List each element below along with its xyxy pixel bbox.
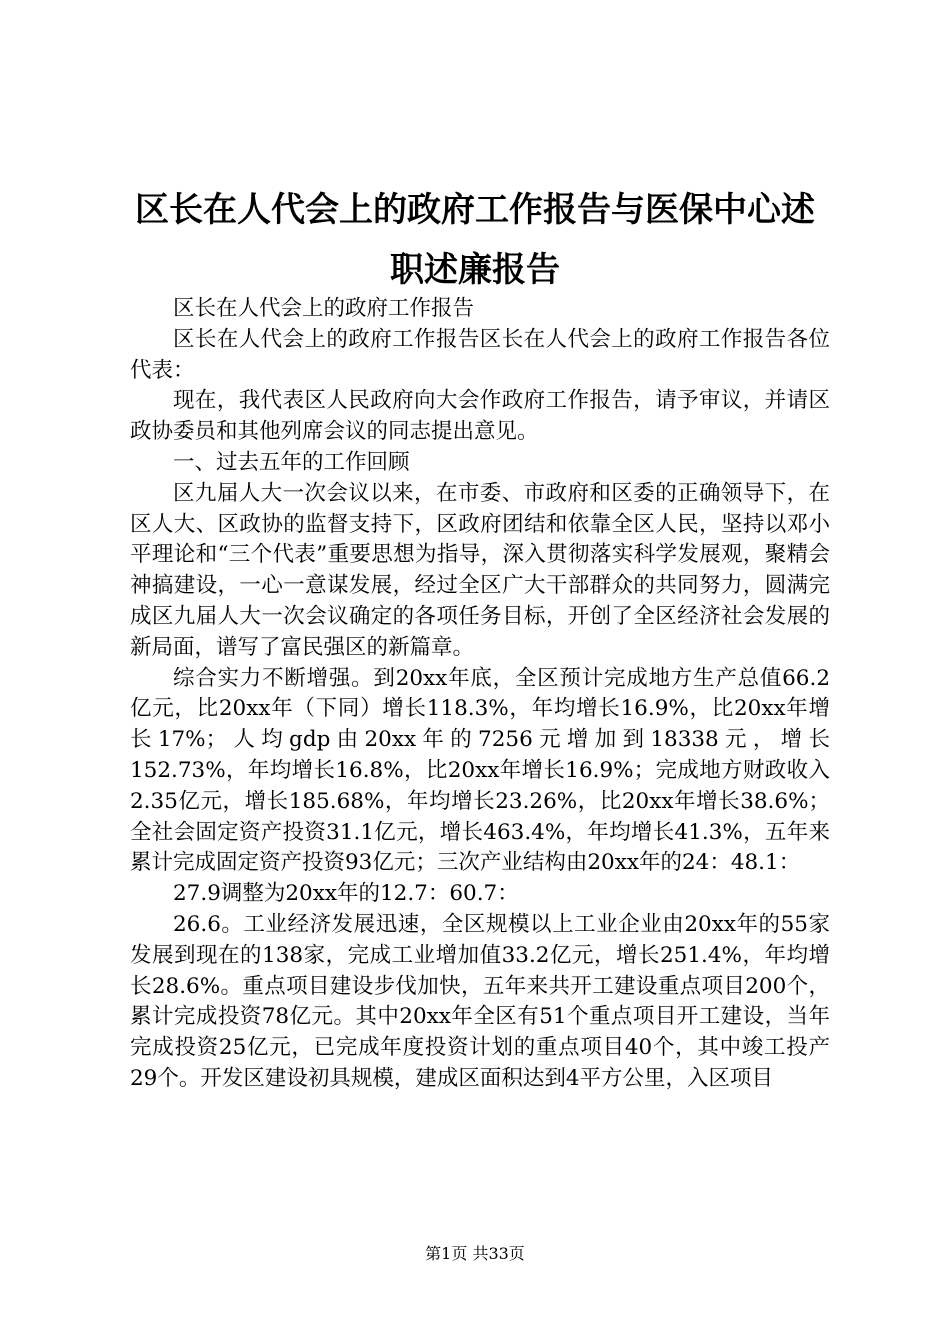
paragraph-structure: 27.9调整为20xx年的12.7：60.7： <box>173 881 519 907</box>
paragraph-review: 区九届人大一次会议以来，在市委、市政府和区委的正确领导下，在区人大、区政协的监督支持下，区政府团结和依靠全区人民，坚持以邓小平理论和“三个代表”重要思想为指导，深入贯彻落实科学发展观，聚精会神搞建设，一心一意谋发展，经过全区广大干部群众的共同努力，圆满完成区九届人大一次会议确定的各项任务目标，开创了全区经济社会发展的新局面，谱写了富民强区的新篇章。 <box>130 480 830 660</box>
paragraph-subtitle: 区长在人代会上的政府工作报告 <box>173 296 475 321</box>
page-number-footer: 第1页 共33页 <box>425 1244 525 1263</box>
paragraph-economy: 综合实力不断增强。到20xx年底，全区预计完成地方生产总值66.2亿元，比20xx年（下同）增长118.3%，年均增长16.9%，比20xx年增长17%；人均gdp由20xx年的7256元增加到18338元，增长152.73%，年均增长16.8%，比20xx年增长16.9%；完成地方财政收入2.35亿元，增长185.68%，年均增长23.26%，比20xx年增长38.6%；全社会固定资产投资31.1亿元，增长463.4%，年均增长41.3%，五年来累计完成固定资产投资93亿元；三次产业结构由20xx年的24：48.1： <box>130 665 830 876</box>
document-body <box>130 294 830 1095</box>
paragraph-opening: 区长在人代会上的政府工作报告区长在人代会上的政府工作报告各位代表： <box>130 326 830 383</box>
document-title-line-1: 区长在人代会上的政府工作报告与医保中心述 <box>135 190 815 230</box>
document-title-line-2: 职述廉报告 <box>390 250 560 290</box>
section-heading: 一、过去五年的工作回顾 <box>173 449 410 475</box>
paragraph-intro: 现在，我代表区人民政府向大会作政府工作报告，请予审议，并请区政协委员和其他列席会议的同志提出意见。 <box>130 388 830 445</box>
paragraph-industry: 26.6。工业经济发展迅速，全区规模以上工业企业由20xx年的55家发展到现在的138家，完成工业增加值33.2亿元，增长251.4%，年均增长28.6%。重点项目建设步伐加快，五年来共开工建设重点项目200个，累计完成投资78亿元。其中20xx年全区有51个重点项目开工建设，当年完成投资25亿元，已完成年度投资计划的重点项目40个，其中竣工投产29个。开发区建设初具规模，建成区面积达到4平方公里，入区项目 <box>130 911 830 1091</box>
